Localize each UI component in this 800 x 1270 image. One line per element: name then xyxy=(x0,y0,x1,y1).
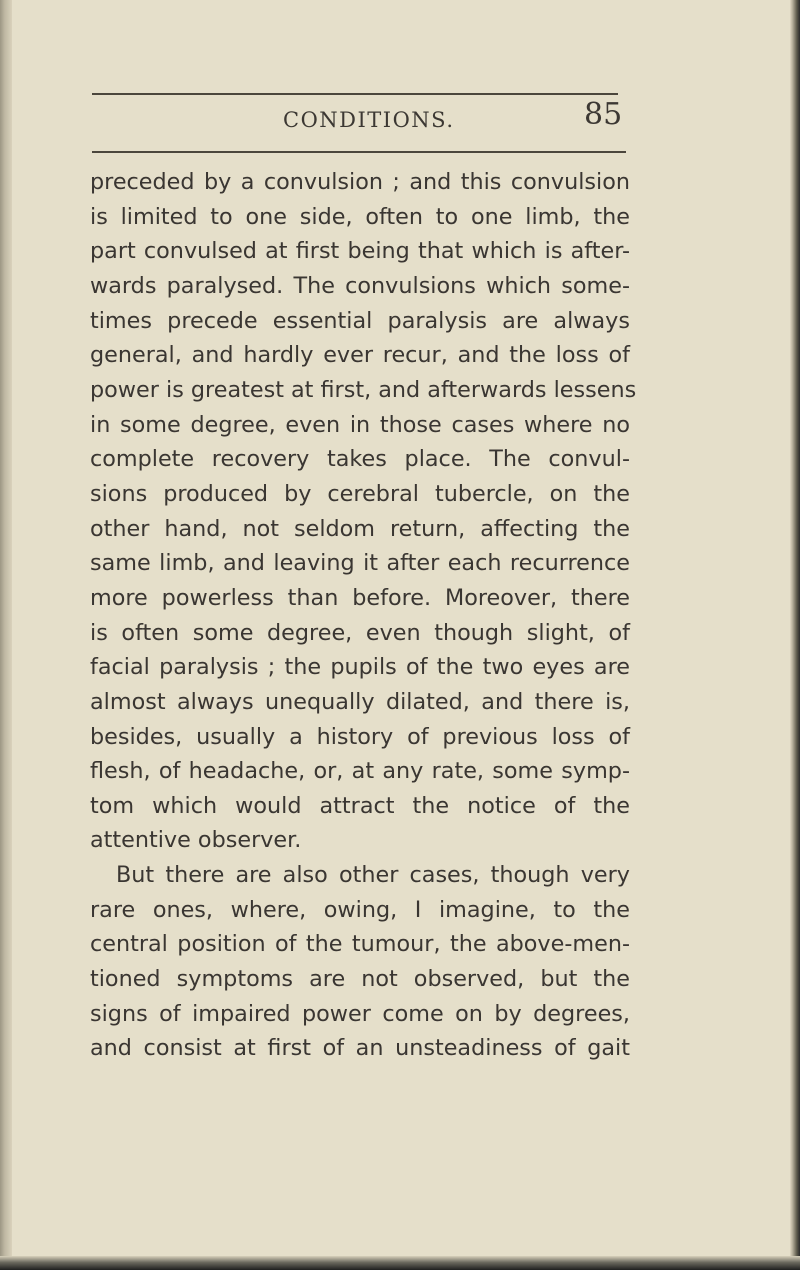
text-line: complete recovery takes place. The convul- xyxy=(90,446,630,473)
text-line: same limb, and leaving it after each recurrence xyxy=(90,550,630,577)
page-right-edge xyxy=(790,0,800,1270)
text-line: other hand, not seldom return, affecting the xyxy=(90,515,630,542)
text-line: sions produced by cerebral tubercle, on the xyxy=(90,480,630,507)
text-line: tioned symptoms are not observed, but the xyxy=(90,966,630,993)
page-left-edge xyxy=(0,0,12,1270)
body-text xyxy=(90,165,637,1066)
text-line: facial paralysis ; the pupils of the two eyes are xyxy=(90,654,630,681)
text-line: more powerless than before. Moreover, there xyxy=(90,584,630,611)
header-top-rule xyxy=(92,93,618,95)
text-line: power is greatest at first, and afterwards lessens xyxy=(90,376,637,403)
text-line: central position of the tumour, the above-men- xyxy=(90,931,630,958)
header-bottom-rule xyxy=(92,151,626,153)
text-line: tom which would attract the notice of the xyxy=(90,792,630,819)
text-line: besides, usually a history of previous loss of xyxy=(90,723,630,750)
page-number: 85 xyxy=(584,97,623,132)
text-line: is often some degree, even though slight, of xyxy=(90,619,630,646)
text-line: rare ones, where, owing, I imagine, to the xyxy=(90,896,630,923)
text-line-paragraph-end: attentive observer. xyxy=(90,827,302,854)
text-line: signs of impaired power come on by degrees, xyxy=(90,1000,630,1027)
text-line: wards paralysed. The convulsions which some- xyxy=(90,272,630,299)
text-line: times precede essential paralysis are always xyxy=(90,307,630,334)
text-line: preceded by a convulsion ; and this convulsion xyxy=(90,169,630,195)
text-line: part convulsed at first being that which is after- xyxy=(90,238,630,265)
running-title: CONDITIONS. xyxy=(283,108,455,132)
text-line-paragraph-start: But there are also other cases, though very xyxy=(116,862,630,889)
page-bottom-edge xyxy=(0,1256,800,1270)
text-line: general, and hardly ever recur, and the loss of xyxy=(90,342,630,369)
text-line: and consist at first of an unsteadiness of gait xyxy=(90,1035,630,1062)
text-line: almost always unequally dilated, and there is, xyxy=(90,688,630,715)
text-line: flesh, of headache, or, at any rate, some symp- xyxy=(90,758,630,785)
text-line: in some degree, even in those cases where no xyxy=(90,411,630,438)
text-line: is limited to one side, often to one limb, the xyxy=(90,203,630,230)
